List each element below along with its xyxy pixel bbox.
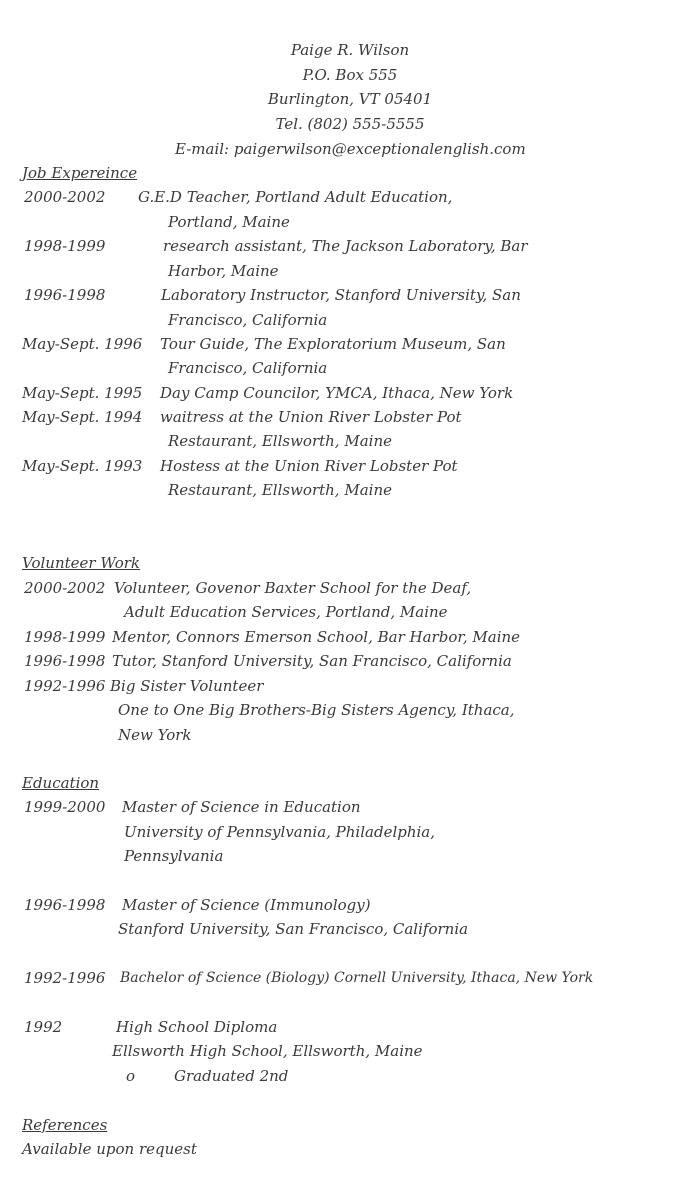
- job-title: Day Camp Councilor, YMCA, Ithaca, New York: [160, 384, 514, 402]
- volunteer-date: 2000-2002: [24, 579, 106, 597]
- volunteer-title: Volunteer, Govenor Baxter School for the Deaf,: [114, 579, 472, 597]
- address-line-2: Burlington, VT 05401: [267, 90, 433, 108]
- volunteer-org: One to One Big Brothers-Big Sisters Agency, Ithaca,: [118, 701, 515, 719]
- volunteer-title: Mentor, Connors Emerson School, Bar Harbor, Maine: [112, 628, 521, 646]
- education-degree: Master of Science in Education: [122, 798, 361, 816]
- job-location: Harbor, Maine: [168, 262, 279, 280]
- education-date: 1992-1996: [24, 969, 106, 987]
- education-school: University of Pennsylvania, Philadelphia,: [124, 823, 436, 841]
- volunteer-location: Adult Education Services, Portland, Maine: [124, 603, 448, 621]
- references-heading: References: [22, 1116, 108, 1134]
- job-location: Restaurant, Ellsworth, Maine: [168, 481, 392, 499]
- education-date: 1992: [24, 1018, 63, 1036]
- education-heading: Education: [22, 774, 100, 792]
- education-location: Pennsylvania: [124, 847, 224, 865]
- job-title: Hostess at the Union River Lobster Pot: [160, 457, 458, 475]
- education-school: Stanford University, San Francisco, California: [118, 920, 469, 938]
- job-date: 2000-2002: [24, 188, 106, 206]
- job-date: May-Sept. 1993: [22, 457, 143, 475]
- volunteer-date: 1998-1999: [24, 628, 106, 646]
- job-date: May-Sept. 1996: [22, 335, 143, 353]
- education-honor: Graduated 2nd: [174, 1067, 289, 1085]
- education-school: Ellsworth High School, Ellsworth, Maine: [112, 1042, 423, 1060]
- job-title: Tour Guide, The Exploratorium Museum, San: [160, 335, 506, 353]
- name: Paige R. Wilson: [290, 41, 410, 59]
- job-title: G.E.D Teacher, Portland Adult Education,: [138, 188, 453, 206]
- job-location: Portland, Maine: [168, 213, 290, 231]
- education-degree: High School Diploma: [116, 1018, 278, 1036]
- job-location: Francisco, California: [168, 311, 328, 329]
- job-title: research assistant, The Jackson Laboratory, Bar: [163, 237, 528, 255]
- phone: Tel. (802) 555-5555: [275, 115, 425, 133]
- job-location: Francisco, California: [168, 359, 328, 377]
- job-title: waitress at the Union River Lobster Pot: [160, 408, 462, 426]
- references-text: Available upon request: [22, 1140, 197, 1158]
- volunteer-location: New York: [118, 726, 192, 744]
- education-degree: Bachelor of Science (Biology) Cornell University, Ithaca, New York: [120, 970, 594, 986]
- education-date: 1999-2000: [24, 798, 106, 816]
- address-line-1: P.O. Box 555: [302, 66, 398, 84]
- volunteer-date: 1996-1998: [24, 652, 106, 670]
- volunteer-title: Big Sister Volunteer: [110, 677, 264, 695]
- volunteer-heading: Volunteer Work: [22, 554, 141, 572]
- job-location: Restaurant, Ellsworth, Maine: [168, 432, 392, 450]
- job-date: May-Sept. 1995: [22, 384, 143, 402]
- job-heading: Job Expereince: [22, 164, 138, 182]
- job-date: 1998-1999: [24, 237, 106, 255]
- education-date: 1996-1998: [24, 896, 106, 914]
- email[interactable]: E-mail: paigerwilson@exceptionalenglish.com: [175, 140, 526, 158]
- volunteer-title: Tutor, Stanford University, San Francisco, California: [112, 652, 512, 670]
- job-date: May-Sept. 1994: [22, 408, 143, 426]
- volunteer-date: 1992-1996: [24, 677, 106, 695]
- education-degree: Master of Science (Immunology): [122, 896, 371, 914]
- job-date: 1996-1998: [24, 286, 106, 304]
- job-title: Laboratory Instructor, Stanford University, San: [161, 286, 521, 304]
- bullet-marker: o: [126, 1067, 136, 1085]
